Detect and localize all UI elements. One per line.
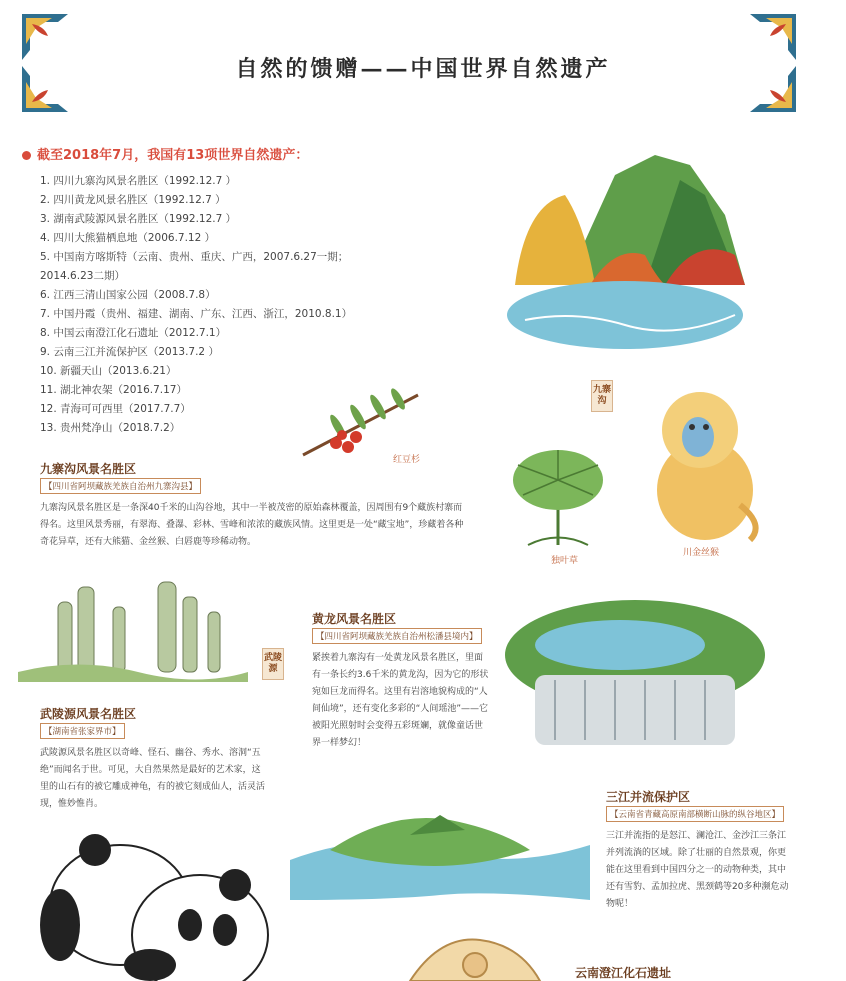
list-item: 13. 贵州梵净山（2018.7.2） bbox=[40, 422, 181, 434]
huanglong-location: 【四川省阿坝藏族羌族自治州松潘县境内】 bbox=[312, 628, 482, 644]
sanjiang-body: 三江并流指的是怒江、澜沧江、金沙江三条江并列流淌的区域。除了壮丽的自然景观，你更能在这里看到中国四分之一的动物种类，其中还有雪豹、孟加拉虎、黑颈鹤等20多种濒危动物呢！ bbox=[606, 831, 789, 909]
wulingyuan-body: 武陵源风景名胜区以奇峰、怪石、幽谷、秀水、溶洞“五绝”而闻名于世。可见，大自然果然是最好的艺术家，这里的山石有的被它雕成神龟，有的被它刻成仙人，活灵活现，惟妙惟肖。 bbox=[40, 748, 266, 809]
huanglong-body: 紧挨着九寨沟有一处黄龙风景名胜区，里面有一条长约3.6千米的黄龙沟，因为它的形状宛如巨龙而得名。这里有岩溶地貌构成的“人间仙境”，还有变化多彩的“人间瑶池”——它被阳光照射时会变得五彩斑斓，就像童话世界一样梦幻！ bbox=[312, 653, 489, 748]
wulingyuan-location: 【湖南省张家界市】 bbox=[40, 723, 125, 739]
jiuzhaigou-tag: 九寨沟 bbox=[591, 380, 613, 412]
list-item: 3. 湖南武陵源风景名胜区（1992.12.7 ） bbox=[40, 213, 237, 225]
sanjiang-illustration bbox=[290, 790, 590, 910]
wulingyuan-illustration bbox=[18, 572, 248, 682]
list-item: 6. 江西三清山国家公园（2008.7.8） bbox=[40, 289, 216, 301]
sanjiang-location: 【云南省青藏高原南部横断山脉的纵谷地区】 bbox=[606, 806, 784, 822]
list-item: 10. 新疆天山（2013.6.21） bbox=[40, 365, 177, 377]
huanglong-title: 黄龙风景名胜区 bbox=[312, 612, 397, 626]
huanglong-illustration bbox=[500, 595, 770, 755]
list-item: 4. 四川大熊猫栖息地（2006.7.12 ） bbox=[40, 232, 216, 244]
panda-illustration bbox=[40, 815, 270, 981]
jiuzhaigou-body: 九寨沟风景名胜区是一条深40千米的山沟谷地，其中一半被茂密的原始森林覆盖，因周围有9个藏族村寨而得名。这里风景秀丽，有翠海、叠瀑、彩林、雪峰和浓浓的藏族风情。这里更是一处“藏宝地”，珍藏着各种奇花异草，还有大熊猫、金丝猴、白唇鹿等珍稀动物。 bbox=[40, 503, 464, 547]
wulingyuan-title: 武陵源风景名胜区 bbox=[40, 707, 137, 721]
yew-caption: 红豆杉 bbox=[393, 455, 421, 465]
jiuzhaigou-title: 九寨沟风景名胜区 bbox=[40, 462, 137, 476]
list-item: 9. 云南三江并流保护区（2013.7.2 ） bbox=[40, 346, 219, 358]
jiuzhaigou-illustration bbox=[505, 135, 755, 355]
list-item: 1. 四川九寨沟风景名胜区（1992.12.7 ） bbox=[40, 175, 237, 187]
golden-monkey-illustration bbox=[640, 375, 770, 545]
list-item: 2. 四川黄龙风景名胜区（1992.12.7 ） bbox=[40, 194, 226, 206]
intro-heading bbox=[22, 144, 308, 163]
herb-illustration bbox=[488, 435, 628, 555]
chengjiang-title: 云南澄江化石遗址 bbox=[575, 966, 672, 980]
list-item: 11. 湖北神农架（2016.7.17） bbox=[40, 384, 187, 396]
jiuzhaigou-location: 【四川省阿坝藏族羌族自治州九寨沟县】 bbox=[40, 478, 201, 494]
wulingyuan-tag: 武陵源 bbox=[262, 648, 284, 680]
page-title: 自然的馈赠——中国世界自然遗产 bbox=[235, 56, 611, 82]
intro-text: 截至2018年7月，我国有13项世界自然遗产： bbox=[37, 148, 309, 163]
fossil-illustration bbox=[400, 935, 550, 981]
list-item: 5. 中国南方喀斯特（云南、贵州、重庆、广西，2007.6.27一期；2014.6.23二期） bbox=[40, 251, 349, 282]
bullet-dot-icon bbox=[22, 151, 31, 160]
monkey-caption: 川金丝猴 bbox=[683, 548, 720, 558]
sanjiang-title: 三江并流保护区 bbox=[606, 790, 691, 804]
herb-caption: 独叶草 bbox=[551, 556, 579, 566]
list-item: 8. 中国云南澄江化石遗址（2012.7.1） bbox=[40, 327, 227, 339]
list-item: 12. 青海可可西里（2017.7.7） bbox=[40, 403, 191, 415]
list-item: 7. 中国丹霞（贵州、福建、湖南、广东、江西、浙江，2010.8.1） bbox=[40, 308, 353, 320]
